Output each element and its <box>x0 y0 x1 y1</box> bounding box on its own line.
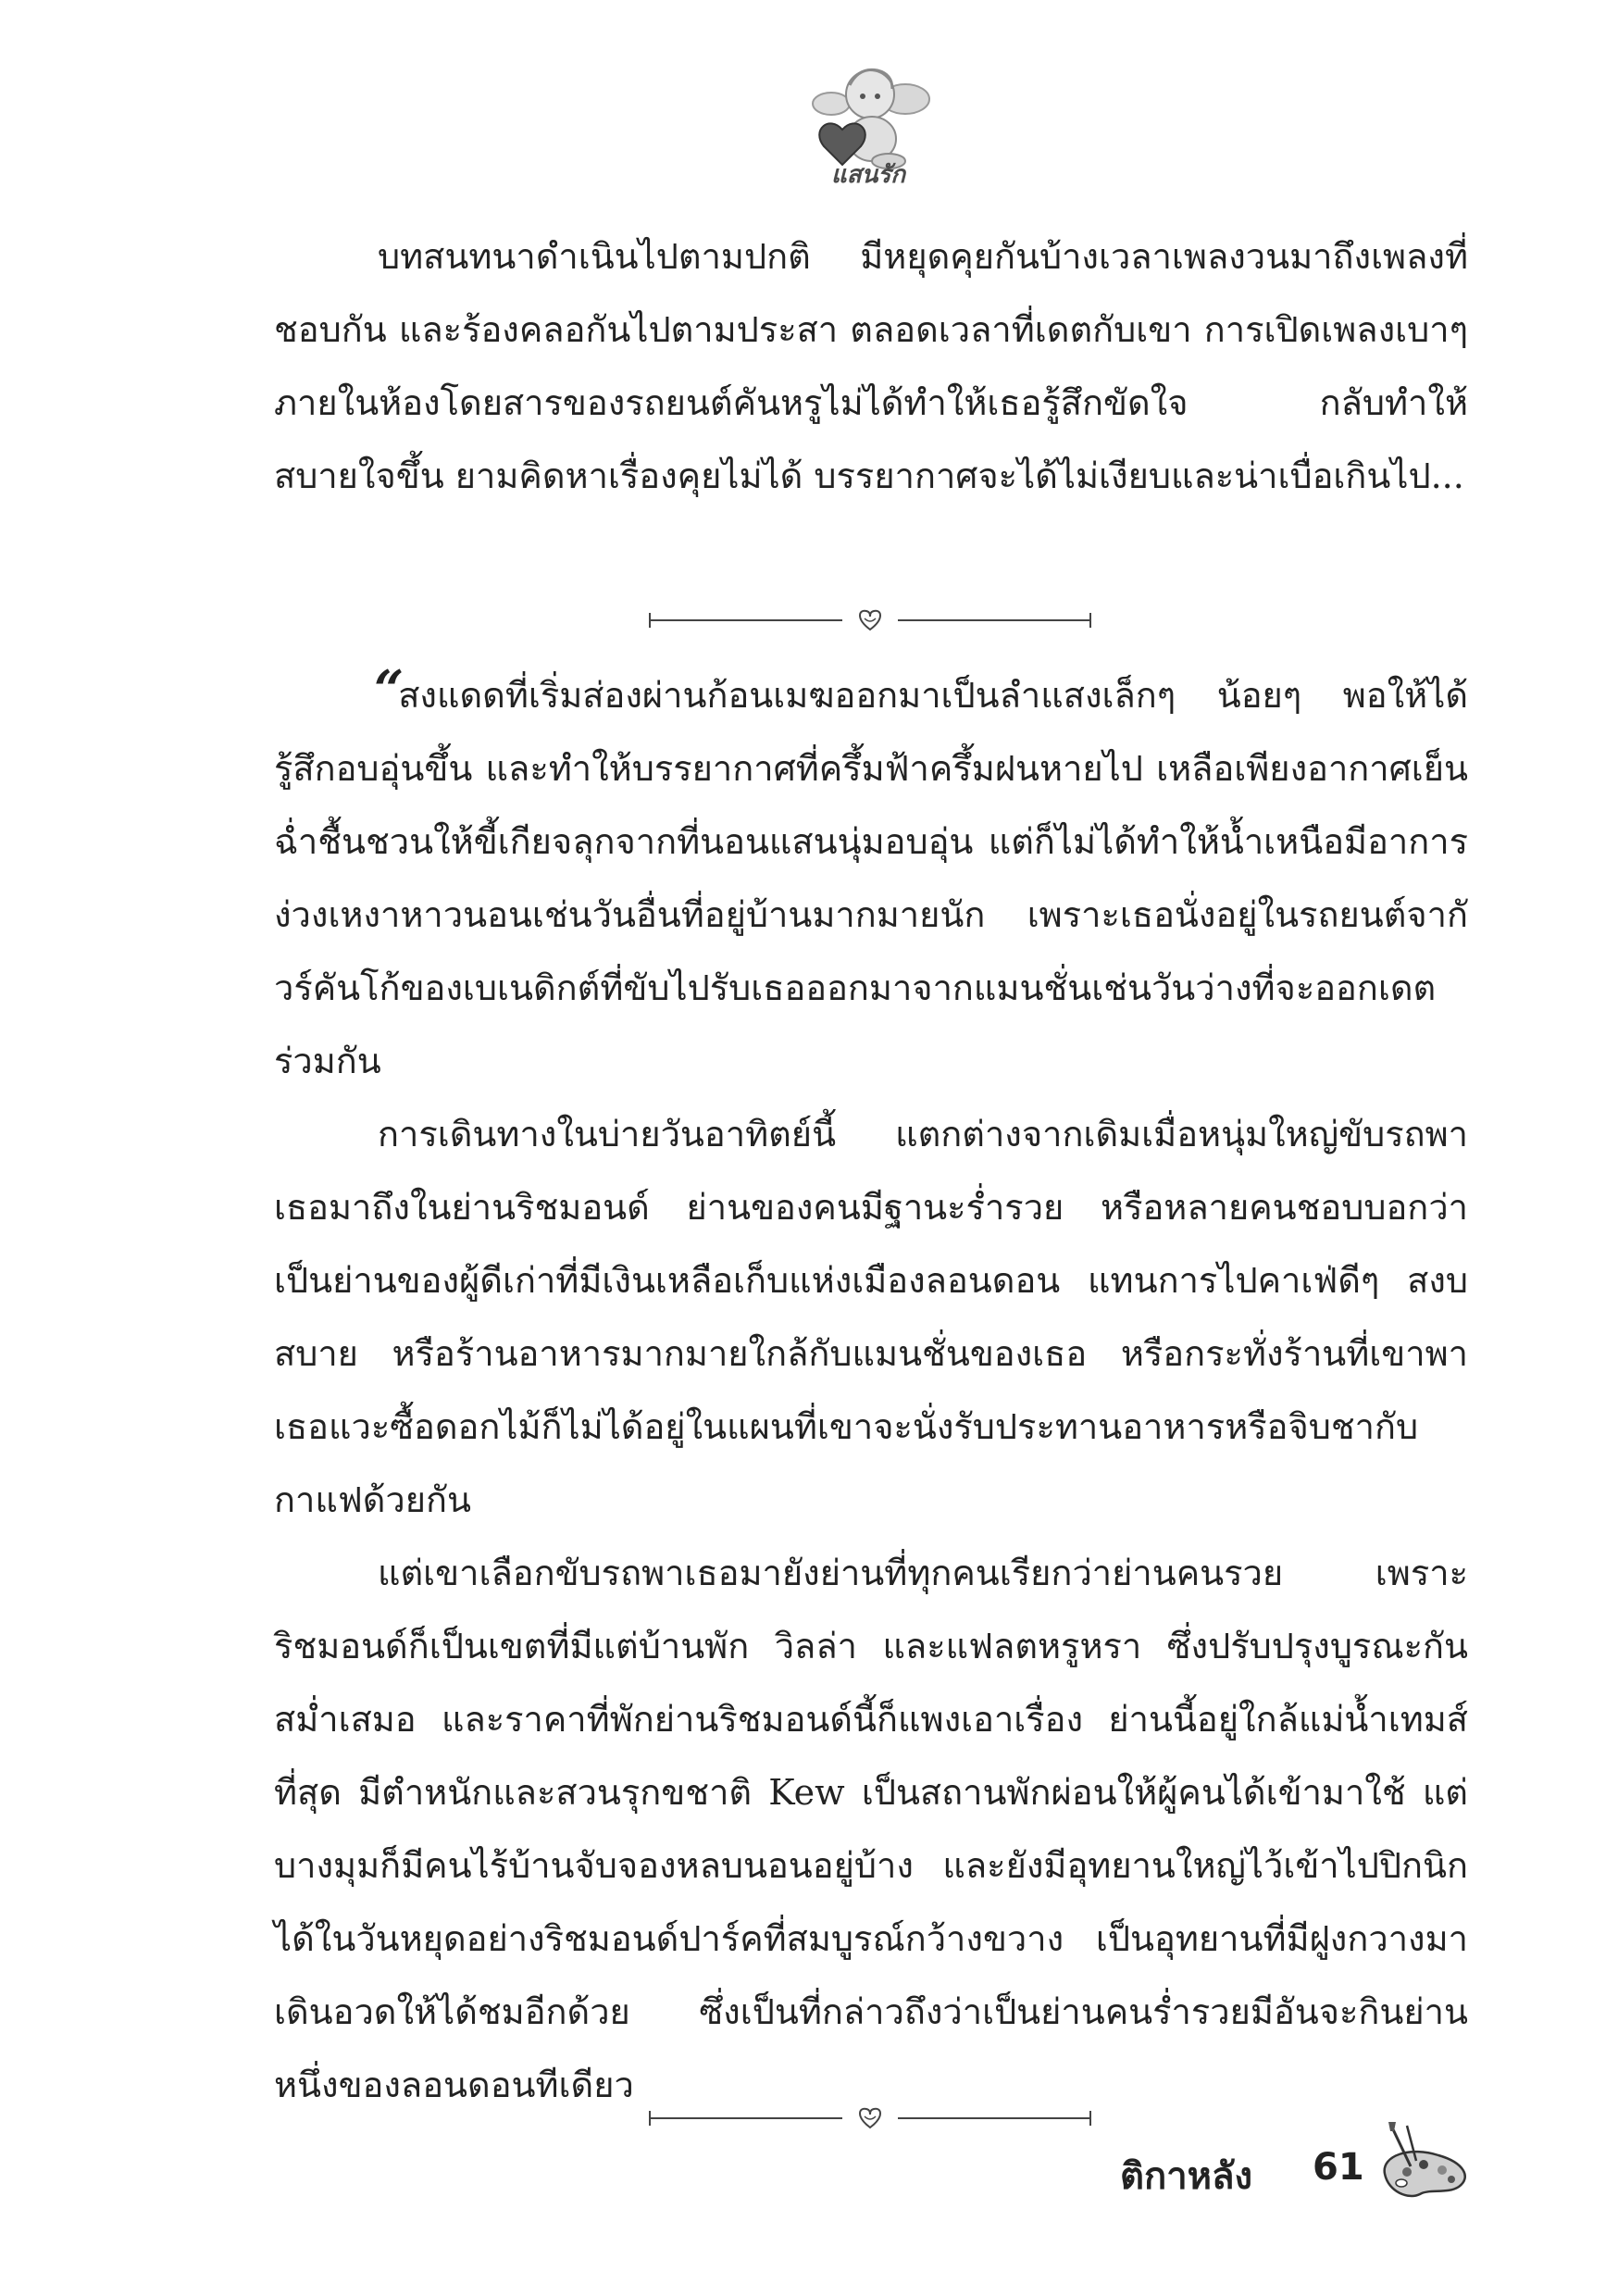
page-number: 61 <box>1313 2146 1364 2189</box>
quote-mark: “ <box>374 659 399 720</box>
paragraph <box>274 659 1468 1098</box>
paragraph: การเดินทางในบ่ายวันอาทิตย์นี้ แตกต่างจากเดิมเมื่อหนุ่มใหญ่ขับรถพาเธอมาถึงในย่านริชมอนด์ ย่านของคนมีฐานะร่ำรวย หรือหลายคนชอบบอกว่าเป็นย่านของผู้ดีเก่าที่มีเงินเหลือเก็บแห่งเมืองลอนดอน แทนการไปคาเฟ่ดีๆ สงบสบาย หรือร้านอาหารมากมายใกล้กับแมนชั่นของเธอ หรือกระทั่งร้านที่เขาพาเธอแวะซื้อดอกไม้ก็ไม่ได้อยู่ในแผนที่เขาจะนั่งรับประทานอาหารหรือจิบชากับกาแฟด้วยกัน <box>274 1114 1468 1520</box>
paint-palette-icon <box>1374 2118 1475 2202</box>
paragraph: แต่เขาเลือกขับรถพาเธอมายังย่านที่ทุกคนเรียกว่าย่านคนรวย เพราะริชมอนด์ก็เป็นเขตที่มีแต่บ้านพัก วิลล่า และแฟลตหรูหรา ซึ่งปรับปรุงบูรณะกันสม่ำเสมอ และราคาที่พักย่านริชมอนด์นี้ก็แพงเอาเรื่อง ย่านนี้อยู่ใกล้แม่น้ำเทมส์ที่สุด มีตำหนักและสวนรุกขชาติ Kew เป็นสถานพักผ่อนให้ผู้คนได้เข้ามาใช้ แต่บางมุมก็มีคนไร้บ้านจับจองหลบนอนอยู่บ้าง และยังมีอุทยานใหญ่ไว้เข้าไปปิกนิกได้ในวันหยุดอย่างริชมอนด์ปาร์คที่สมบูรณ์กว้างขวาง เป็นอุทยานที่มีฝูงกวางมาเดินอวดให้ได้ชมอีกด้วย ซึ่งเป็นที่กล่าวถึงว่าเป็นย่านคนร่ำรวยมีอันจะกินย่านหนึ่งของลอนดอนทีเดียว <box>274 1553 1468 2105</box>
paragraph-text: สงแดดที่เริ่มส่องผ่านก้อนเมฆออกมาเป็นลำแสงเล็กๆ น้อยๆ พอให้ได้รู้สึกอบอุ่นขึ้น และทำให้บรรยากาศที่ครึ้มฟ้าครึ้มฝนหายไป เหลือเพียงอากาศเย็นฉ่ำชื้นชวนให้ขี้เกียจลุกจากที่นอนแสนนุ่มอบอุ่น แต่ก็ไม่ได้ทำให้น้ำเหนือมีอาการง่วงเหงาหาวนอนเช่นวันอื่นที่อยู่บ้านมากมายนัก เพราะเธอนั่งอยู่ในรถยนต์จากัวร์คันโก้ของเบเนดิกต์ที่ขับไปรับเธอออกมาจากแมนชั่นเช่นวันว่างที่จะออกเดตร่วมกัน <box>274 675 1468 1081</box>
section-1 <box>274 220 1468 513</box>
heart-ornament-icon <box>648 2100 1092 2137</box>
logo-text: แสนรัก <box>830 161 906 189</box>
section-2 <box>274 659 1468 2122</box>
paragraph: บทสนทนาดำเนินไปตามปกติ มีหยุดคุยกันบ้างเวลาเพลงวนมาถึงเพลงที่ชอบกัน และร้องคลอกันไปตามประสา ตลอดเวลาที่เดตกับเขา การเปิดเพลงเบาๆ ภายในห้องโดยสารของรถยนต์คันหรูไม่ได้ทำให้เธอรู้สึกขัดใจ กลับทำให้สบายใจขึ้น ยามคิดหาเรื่องคุยไม่ได้ บรรยากาศจะได้ไม่เงียบและน่าเบื่อเกินไป... <box>274 236 1468 496</box>
heart-ornament-icon <box>648 602 1092 639</box>
book-title: ติกาหลัง <box>1120 2155 1253 2198</box>
